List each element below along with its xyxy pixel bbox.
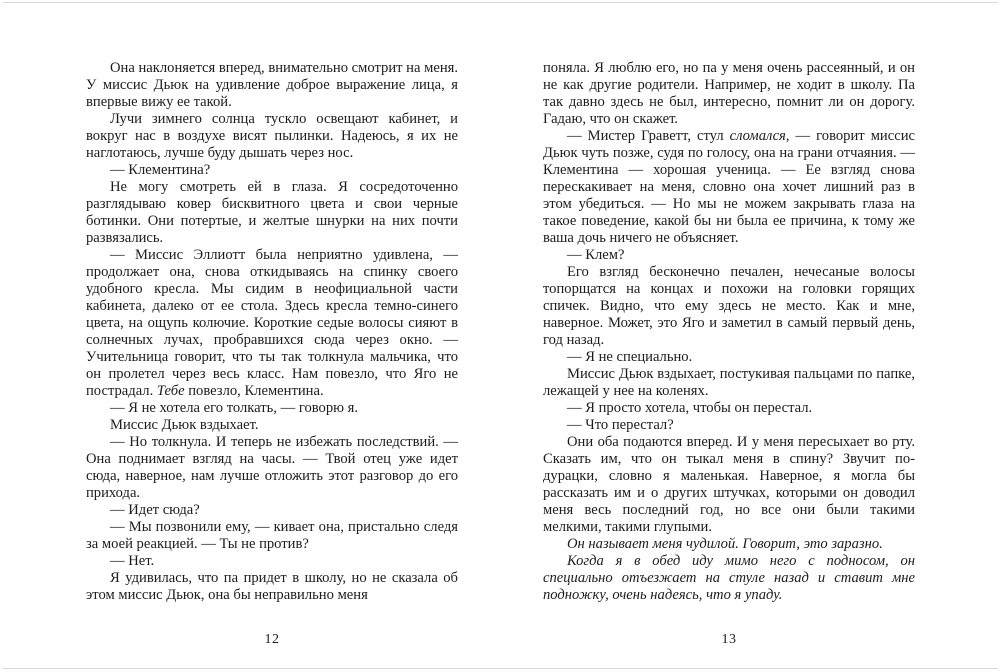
text-run: — Мистер Граветт, стул [567, 128, 730, 144]
paragraph [543, 417, 915, 434]
text-run: повезло, Клементина. [184, 383, 324, 399]
text-run: — Нет. [110, 553, 155, 569]
paragraph [543, 349, 915, 366]
text-run: — Клем? [567, 247, 625, 263]
paragraph [543, 128, 915, 247]
text-run: Они оба подаются вперед. И у меня пересыхает во рту. Сказать им, что он тыкал меня в спину? Звучит по-дурацки, словно я маленькая. Наверное, я могла бы рассказать им и о других штучках, которыми он доводил меня весь последний год, но все они были такими мелкими, такими глупыми. [543, 434, 915, 535]
paragraph [543, 60, 915, 128]
paragraph [86, 60, 458, 111]
page-left [86, 60, 458, 648]
paragraph [543, 400, 915, 417]
text-run: — Я просто хотела, чтобы он перестал. [567, 400, 813, 416]
paragraph [86, 111, 458, 162]
paragraph [86, 570, 458, 604]
paragraph [86, 553, 458, 570]
paragraph [86, 162, 458, 179]
paragraph [86, 179, 458, 247]
italic-text-run: Тебе [156, 383, 185, 399]
paragraph [86, 417, 458, 434]
page-edge-bottom-divider [3, 668, 998, 669]
text-run: Миссис Дьюк вздыхает, постукивая пальцами по папке, лежащей у нее на коленях. [543, 366, 915, 399]
paragraph [86, 519, 458, 553]
page-number-left: 12 [264, 632, 280, 647]
text-run: — Что перестал? [567, 417, 674, 433]
page-right-text [543, 60, 915, 604]
page-left-text [86, 60, 458, 604]
paragraph [86, 247, 458, 400]
italic-text-run: Когда я в обед иду мимо него с подносом, он специально отъезжает на стуле назад и ставит мне подножку, очень надеясь, что я упаду. [543, 553, 915, 603]
text-run: Его взгляд бесконечно печален, нечесаные волосы топорщатся на концах и похожи на головки горящих спичек. Видно, что ему здесь не место. Как и мне, наверное. Может, это Яго и заметил в самый первый день, год назад. [543, 264, 915, 348]
page-right [543, 60, 915, 648]
text-run: — Клементина? [110, 162, 211, 178]
paragraph [543, 553, 915, 604]
paragraph [543, 434, 915, 536]
text-run: Она наклоняется вперед, внимательно смотрит на меня. У миссис Дьюк на удивление доброе выражение лица, я впервые вижу ее такой. [86, 60, 458, 110]
paragraph [86, 434, 458, 502]
text-run: — Идет сюда? [110, 502, 200, 518]
text-run: — Я не специально. [567, 349, 693, 365]
italic-text-run: Он называет меня чудилой. Говорит, это заразно. [567, 536, 883, 552]
text-run: Лучи зимнего солнца тускло освещают кабинет, и вокруг нас в воздухе висят пылинки. Надеюсь, я их не наглотаюсь, лучше буду дышать через нос. [86, 111, 458, 161]
text-run: поняла. Я люблю его, но па у меня очень рассеянный, и он не как другие родители. Например, не ходит в школу. Па так давно здесь не был, интересно, помнит ли он дорогу. Гадаю, что он скажет. [543, 60, 915, 127]
paragraph [543, 264, 915, 349]
text-run: , — говорит миссис Дьюк чуть позже, судя по голосу, она на грани отчаяния. — Клементина — хорошая ученица. — Ее взгляд снова перескакивает на меня, словно она хочет лишний раз в этом убедиться. — Но мы не можем закрывать глаза на такое поведение, какой бы ни была ее причина, к тому же ваша дочь ничего не объясняет. [543, 128, 915, 246]
paragraph [543, 536, 915, 553]
paragraph [543, 366, 915, 400]
text-run: Не могу смотреть ей в глаза. Я сосредоточенно разглядываю ковер бисквитного цвета и свои черные ботинки. Они потертые, и желтые шнурки на них почти развязались. [86, 179, 458, 246]
paragraph [543, 247, 915, 264]
page-number-right: 13 [721, 632, 737, 647]
text-run: Я удивилась, что па придет в школу, но не сказала об этом миссис Дьюк, она бы неправильно меня [86, 570, 458, 603]
text-run: — Я не хотела его толкать, — говорю я. [110, 400, 359, 416]
text-run: — Мы позвонили ему, — кивает она, пристально следя за моей реакцией. — Ты не против? [86, 519, 458, 552]
text-run: — Миссис Эллиотт была неприятно удивлена, — продолжает она, снова откидываясь на спинку своего удобного кресла. Мы сидим в неофициальной части кабинета, далеко от ее стола. Здесь кресла темно-синего цвета, на ощупь колючие. Короткие седые волосы сияют в солнечных лучах, пробравшихся сюда через окно. — Учительница говорит, что ты так толкнула мальчика, что он пролетел через весь класс. Нам повезло, что Яго не пострадал. [86, 247, 458, 399]
paragraph [86, 400, 458, 417]
page-edge-top-divider [3, 2, 998, 3]
italic-text-run: сломался [729, 128, 786, 144]
paragraph [86, 502, 458, 519]
text-run: — Но толкнула. И теперь не избежать последствий. — Она поднимает взгляд на часы. — Твой отец уже идет сюда, наверное, нам лучше отложить этот разговор до его прихода. [86, 434, 458, 501]
two-page-spread [86, 60, 915, 648]
text-run: Миссис Дьюк вздыхает. [110, 417, 259, 433]
